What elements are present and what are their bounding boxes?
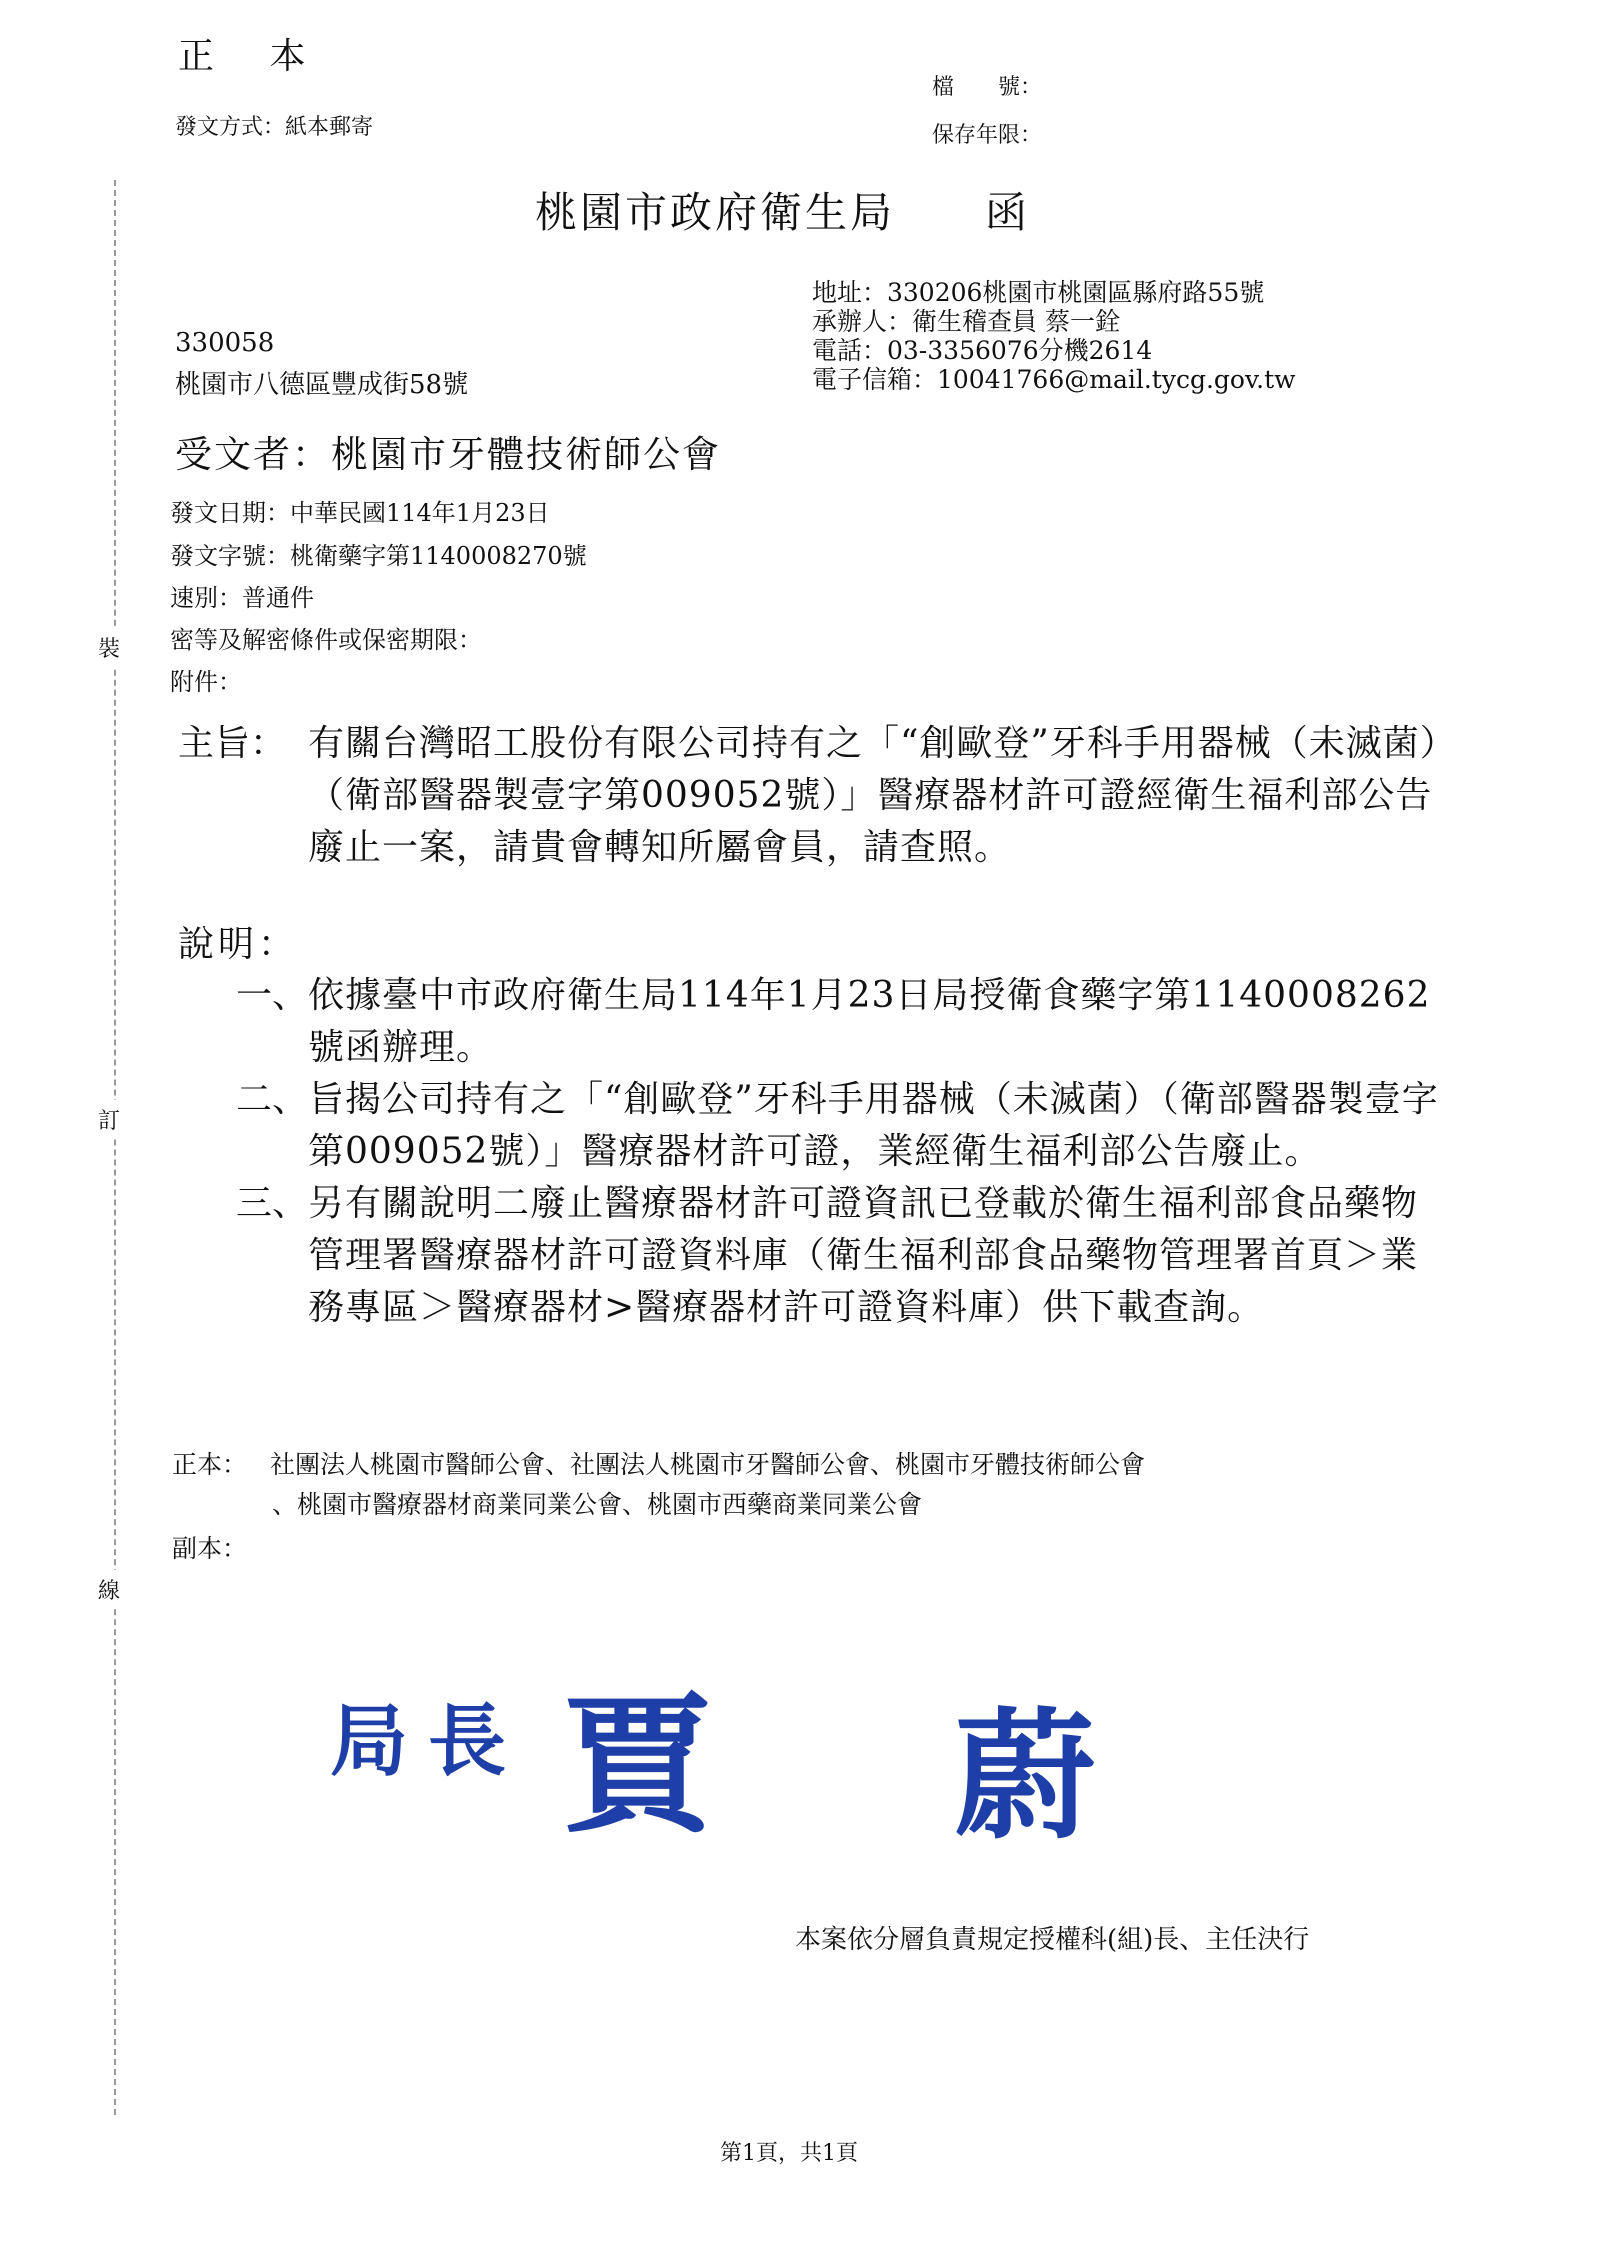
retention-period-label: 保存年限： — [932, 123, 1043, 148]
receiver-address: 桃園市八德區豐成街58號 — [175, 370, 469, 400]
item-text: 依據臺中市政府衛生局114年1月23日局授衛食藥字第1140008262號函辦理。 — [308, 975, 1431, 1068]
item-number: 一、 — [235, 975, 308, 1016]
binding-mark-zhuang: 裝 — [98, 628, 120, 667]
send-method: 發文方式：紙本郵寄 — [175, 115, 374, 140]
signature-name-1: 賈 — [562, 1678, 713, 1854]
subject-label: 主旨： — [178, 723, 287, 764]
binding-mark-ding: 訂 — [98, 1100, 120, 1139]
document-title: 桃園市政府衛生局 函 — [535, 188, 1031, 237]
explanation-item — [178, 970, 1448, 1074]
explanation-list — [178, 970, 1448, 1334]
copy-mark: 正 本 — [178, 36, 328, 77]
signature-name-2: 蔚 — [955, 1695, 1096, 1859]
page-number: 第1頁，共1頁 — [720, 2141, 858, 2166]
explanation-item — [178, 1178, 1448, 1334]
item-text: 另有關說明二廢止醫療器材許可證資訊已登載於衛生福利部食品藥物管理署醫療器材許可證資料庫（衛生福利部食品藥物管理署首頁＞業務專區＞醫療器材>醫療器材許可證資料庫）供下載查詢。 — [308, 1183, 1419, 1328]
binding-line — [114, 180, 116, 2115]
subject-text: 有關台灣昭工股份有限公司持有之「“創歐登”牙科手用器械（未滅菌）（衛部醫器製壹字第009052號）」醫療器材許可證經衛生福利部公告廢止一案，請貴會轉知所屬會員，請查照。 — [308, 723, 1439, 868]
sender-info — [812, 278, 1296, 394]
original-label: 正本： — [172, 1450, 248, 1479]
item-number: 二、 — [235, 1079, 308, 1120]
subject-section — [178, 718, 1448, 874]
sender-handler: 承辦人：衛生稽查員 蔡一銓 — [812, 307, 1120, 336]
file-number-label: 檔 號： — [932, 75, 1043, 100]
speed-class: 速別：普通件 — [170, 584, 314, 612]
document-number: 發文字號：桃衛藥字第1140008270號 — [170, 542, 587, 570]
issue-date: 發文日期：中華民國114年1月23日 — [170, 499, 550, 527]
explanation-label: 說明： — [178, 924, 299, 965]
receiver-zip: 330058 — [175, 328, 275, 358]
item-text: 旨揭公司持有之「“創歐登”牙科手用器械（未滅菌）（衛部醫器製壹字第009052號）」醫療器材許可證，業經衛生福利部公告廢止。 — [308, 1079, 1439, 1172]
sender-address: 地址：330206桃園市桃園區縣府路55號 — [812, 278, 1265, 307]
attachment-label: 附件： — [170, 668, 242, 696]
signature-title: 局長 — [330, 1696, 527, 1787]
original-recipients-line2: 、桃園市醫療器材商業同業公會、桃園市西藥商業同業公會 — [272, 1490, 923, 1519]
recipient: 受文者：桃園市牙體技術師公會 — [175, 433, 721, 476]
secrecy-level: 密等及解密條件或保密期限： — [170, 626, 482, 654]
authorization-note: 本案依分層負責規定授權科(組)長、主任決行 — [795, 1925, 1310, 1955]
explanation-item — [178, 1074, 1448, 1178]
original-recipients-line1: 社團法人桃園市醫師公會、社團法人桃園市牙醫師公會、桃園市牙體技術師公會 — [270, 1450, 1146, 1479]
item-number: 三、 — [235, 1183, 308, 1224]
distribution-original — [172, 1446, 1145, 1484]
sender-email: 電子信箱：10041766@mail.tycg.gov.tw — [812, 365, 1296, 394]
copy-label: 副本： — [172, 1534, 248, 1563]
sender-phone: 電話：03-3356076分機2614 — [812, 336, 1153, 365]
binding-mark-xian: 線 — [98, 1570, 120, 1609]
